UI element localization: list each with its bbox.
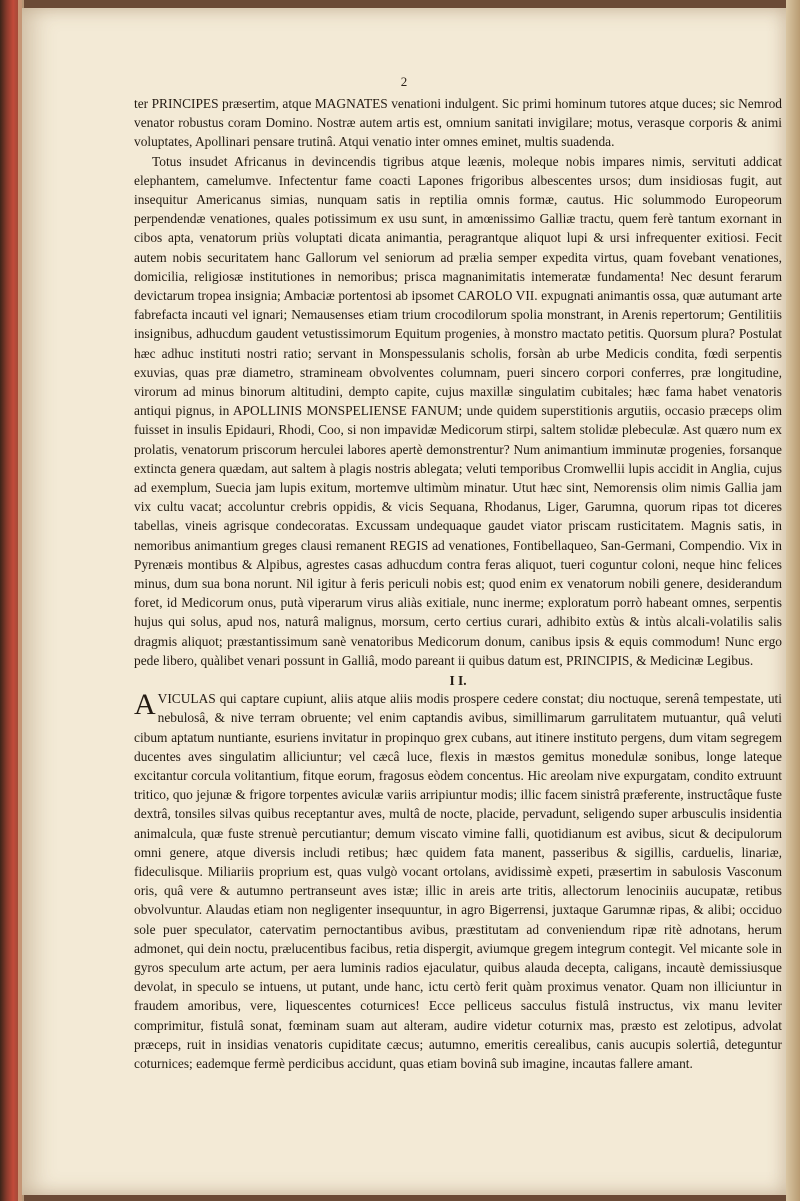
paragraph-3: VICULAS qui captare cupiunt, aliis atque aliis modis prospere cedere constat; diu noctuque, serenâ tempestate, uti nebulosâ, & nive terram obruente; vel enim captandis avibus, simillimarum garrulitatem mutuantur, quâ veluti cibum aptatum nuntiante, esuriens invitatur in propinquo grex cubans, aut itinere instituto pergens, dum vitam segregem ducentes aves singulatim alliciuntur; vel cæcâ luce, flexis in mæstos gemitus monedulæ sonibus, longe lateque excitantur corcula volitantium, fitque eorum, fragosus eòdem concentus. Hic areolam nive expurgatam, condito extruunt tritico, quo jejunæ & frigore torpentes aviculæ variis arripiuntur modis; illic facem sinistrâ præferente, instructâque fuste dextrâ, tonsiles silvas quibus receptantur aves, multâ de nocte, placide, pervadunt, seligendo super arbusculis insidentia animalcula, quæ fuste strenuè percutiantur; demum viscato vimine falli, quotidianum est avibus, sicut & decipulorum omni genere, atque diversis includi retibus; hæc quidem fata manent, passeribus & sigillis, carduelis, linariæ, fideculisque. Miliariis proprium est, quas vulgò vocant ortolans, avidissimè expeti, præsertim in sabulosis Vasconum oris, quâ vere & autumno pertranseunt aves istæ; illic in areis arte tritis, allectorum lenociniis aucupatæ, retibus obvolvuntur. Alaudas etiam non negligenter insequuntur, in agro Bigerrensi, juxtaque Garumnæ ripas, & alibi; occiduo sole puer speculator, catervatim pernoctantibus avibus, præstitutam ad conveniendum ripæ ritè adnotans, herum admonet, qui dein noctu, prælucentibus facibus, retia dispergit, aviumque gregem integrum contegit. Vel micante sole in gyros speculum arte actum, per aera luminis radios ejaculatur, quibus alauda decepta, caligans, incautè demissiusque devolat, in speculo se intuens, ut putant, unde hanc, ictu certò ferit quàm proximus venator. Quam non illiciuntur in fraudem amoribus, vere, liquescentes coturnices! Ecce pelliceus sacculus fistulâ instructus, vix manu leviter comprimitur, fistulâ sonat, fœminam suam aut alteram, audire videtur coturnix mas, præsto est zelotipus, advolat præceps, ruit in insidias venatoris cupiditate cæcus; autumno, emeritis cerealibus, canis aucupis solertiâ, deteguntur coturnices; eademque fermè perdicibus accidunt, quas etiam bovinâ sub imagine, incautas fallere amant. [134, 691, 782, 1071]
paragraph-2: Totus insudet Africanus in devincendis tigribus atque leænis, moleque nobis impares nimis, servituti addicat elephantem, camelumve. Infectentur fame coacti Lapones frigoribus albescentes ursos; dum insidiosas fugit, aut insequitur Americanus simias, nunquam satis in reptilia omnis formæ, cautus. Hic solummodo Europeorum perpendendæ venationes, quales potissimum ex usu sunt, in amœnissimo Galliæ tractu, quem ferè tantum exornant in cibos apta, venatorum priùs voluptati dicata animantia, peragrantque aliquot lupi & ursi infrequenter exitiosi. Fecit autem nobis securitatem hanc Gallorum vel seniorum ad prælia semper expedita virtus, quam fovebant venationes, domicilia, religiosæ institutiones in nemoribus; prisca magnanimitatis intemeratæ fundamenta! Nec desunt ferarum devictarum tropea insignia; Ambaciæ portentosi ab ipsomet CAROLO VII. expugnati animantis ossa, quæ autumant arte fabrefacta incauti vel ignari; Nemausenses etiam trium crocodilorum spolia monstrant, in Arenis repertorum; Gentilitiis insignibus, adhucdum gaudent vetustissimorum Equitum progenies, à monstro mactato petitis. Quorsum plura? Postulat hæc adhuc instituti nostri ratio; servant in Monspessulanis scholis, forsàn ab urbe Medicis condita, fœdi serpentis exuvias, quas præ diametro, stramineam obvolventes columnam, pueri sincero corpori conferres, præ longitudine, virorum ad minus binorum altitudini, dempto capite, cujus maxillæ singulatim cubitales; hæc fama habet venatoris antiqui pignus, in APOLLINIS MONSPELIENSE FANUM; unde quidem superstitionis argutiis, occasio præceps olim fuisset in insulis Epidauri, Rhodi, Coo, si non impavidæ Medicorum stirpi, saltem stolidæ plebeculæ. Ast quæro num ex prolatis, venatorum priscorum herculei labores apertè demonstrentur? Num animantium imminutæ progenies, forsanque extincta genera quædam, aut saltem à plagis nostris ablegata; veluti temporibus Cromwellii lupis accidit in Anglia, cujus ad exemplum, Suecia jam lupis exitum, mortemve ultimùm minatur. Utut hæc sint, Nemorensis olim nimis Gallia jam vix cultu vacat; accoluntur crebris oppidis, & vicis Sequana, Rhodanus, Liger, Garumna, quorum ripas tot diceres tabellas, vineis agrisque condecoratas. Excussam undequaque gaudet viator priscam rusticitatem. Magnis satis, in nemoribus animantium greges clausi remanent REGIS ad venationes, Fontibellaqueo, San-Germani, Compendio. Vix in Pyrenæis montibus & Alpibus, agrestes casas adhucdum contra feras aliquot, tueri coguntur coloni, neque hinc felices minus, dum sua bona norunt. Nil igitur à feris periculi nobis est; quod enim ex venatorum nobili genere, desiderandum foret, id Medicorum onus, putà viperarum virus aliàs exitiale, nunc inerme; exploratum porrò habeant omnes, serpentis hujus qui solus, apud nos, naturâ malignus, morsum, certo certius curari, adhibito extùs & intùs alcali-volatilis salis dragmis aliquot; præstantissimum sanè venatoribus Medicorum donum, canibus ipsis & equis commodum! Nunc ergo pede libero, quàlibet venari possunt in Galliâ, modo pareant ii quibus datum est, PRINCIPIS, & Medicinæ Legibus. [134, 153, 782, 668]
page-number: 2 [400, 74, 408, 89]
paragraph-1: ter PRINCIPES præsertim, atque MAGNATES venationi indulgent. Sic primi hominum tutores atque duces; sic Nemrod venator robustus coram Domino. Nostræ autem artis est, omnium sanitati invigilare; motus, verasque corporis & animi voluptates, Apollinari pensare trutinâ. Atqui venatio inter omnes eminet, multis suadenda. [134, 96, 782, 150]
paragraph-3-container [134, 689, 782, 1073]
book-page [22, 8, 786, 1195]
page-edge [786, 0, 800, 1201]
section-heading: I I. [449, 673, 467, 689]
drop-cap: A [134, 688, 156, 722]
page-text [134, 94, 782, 1073]
